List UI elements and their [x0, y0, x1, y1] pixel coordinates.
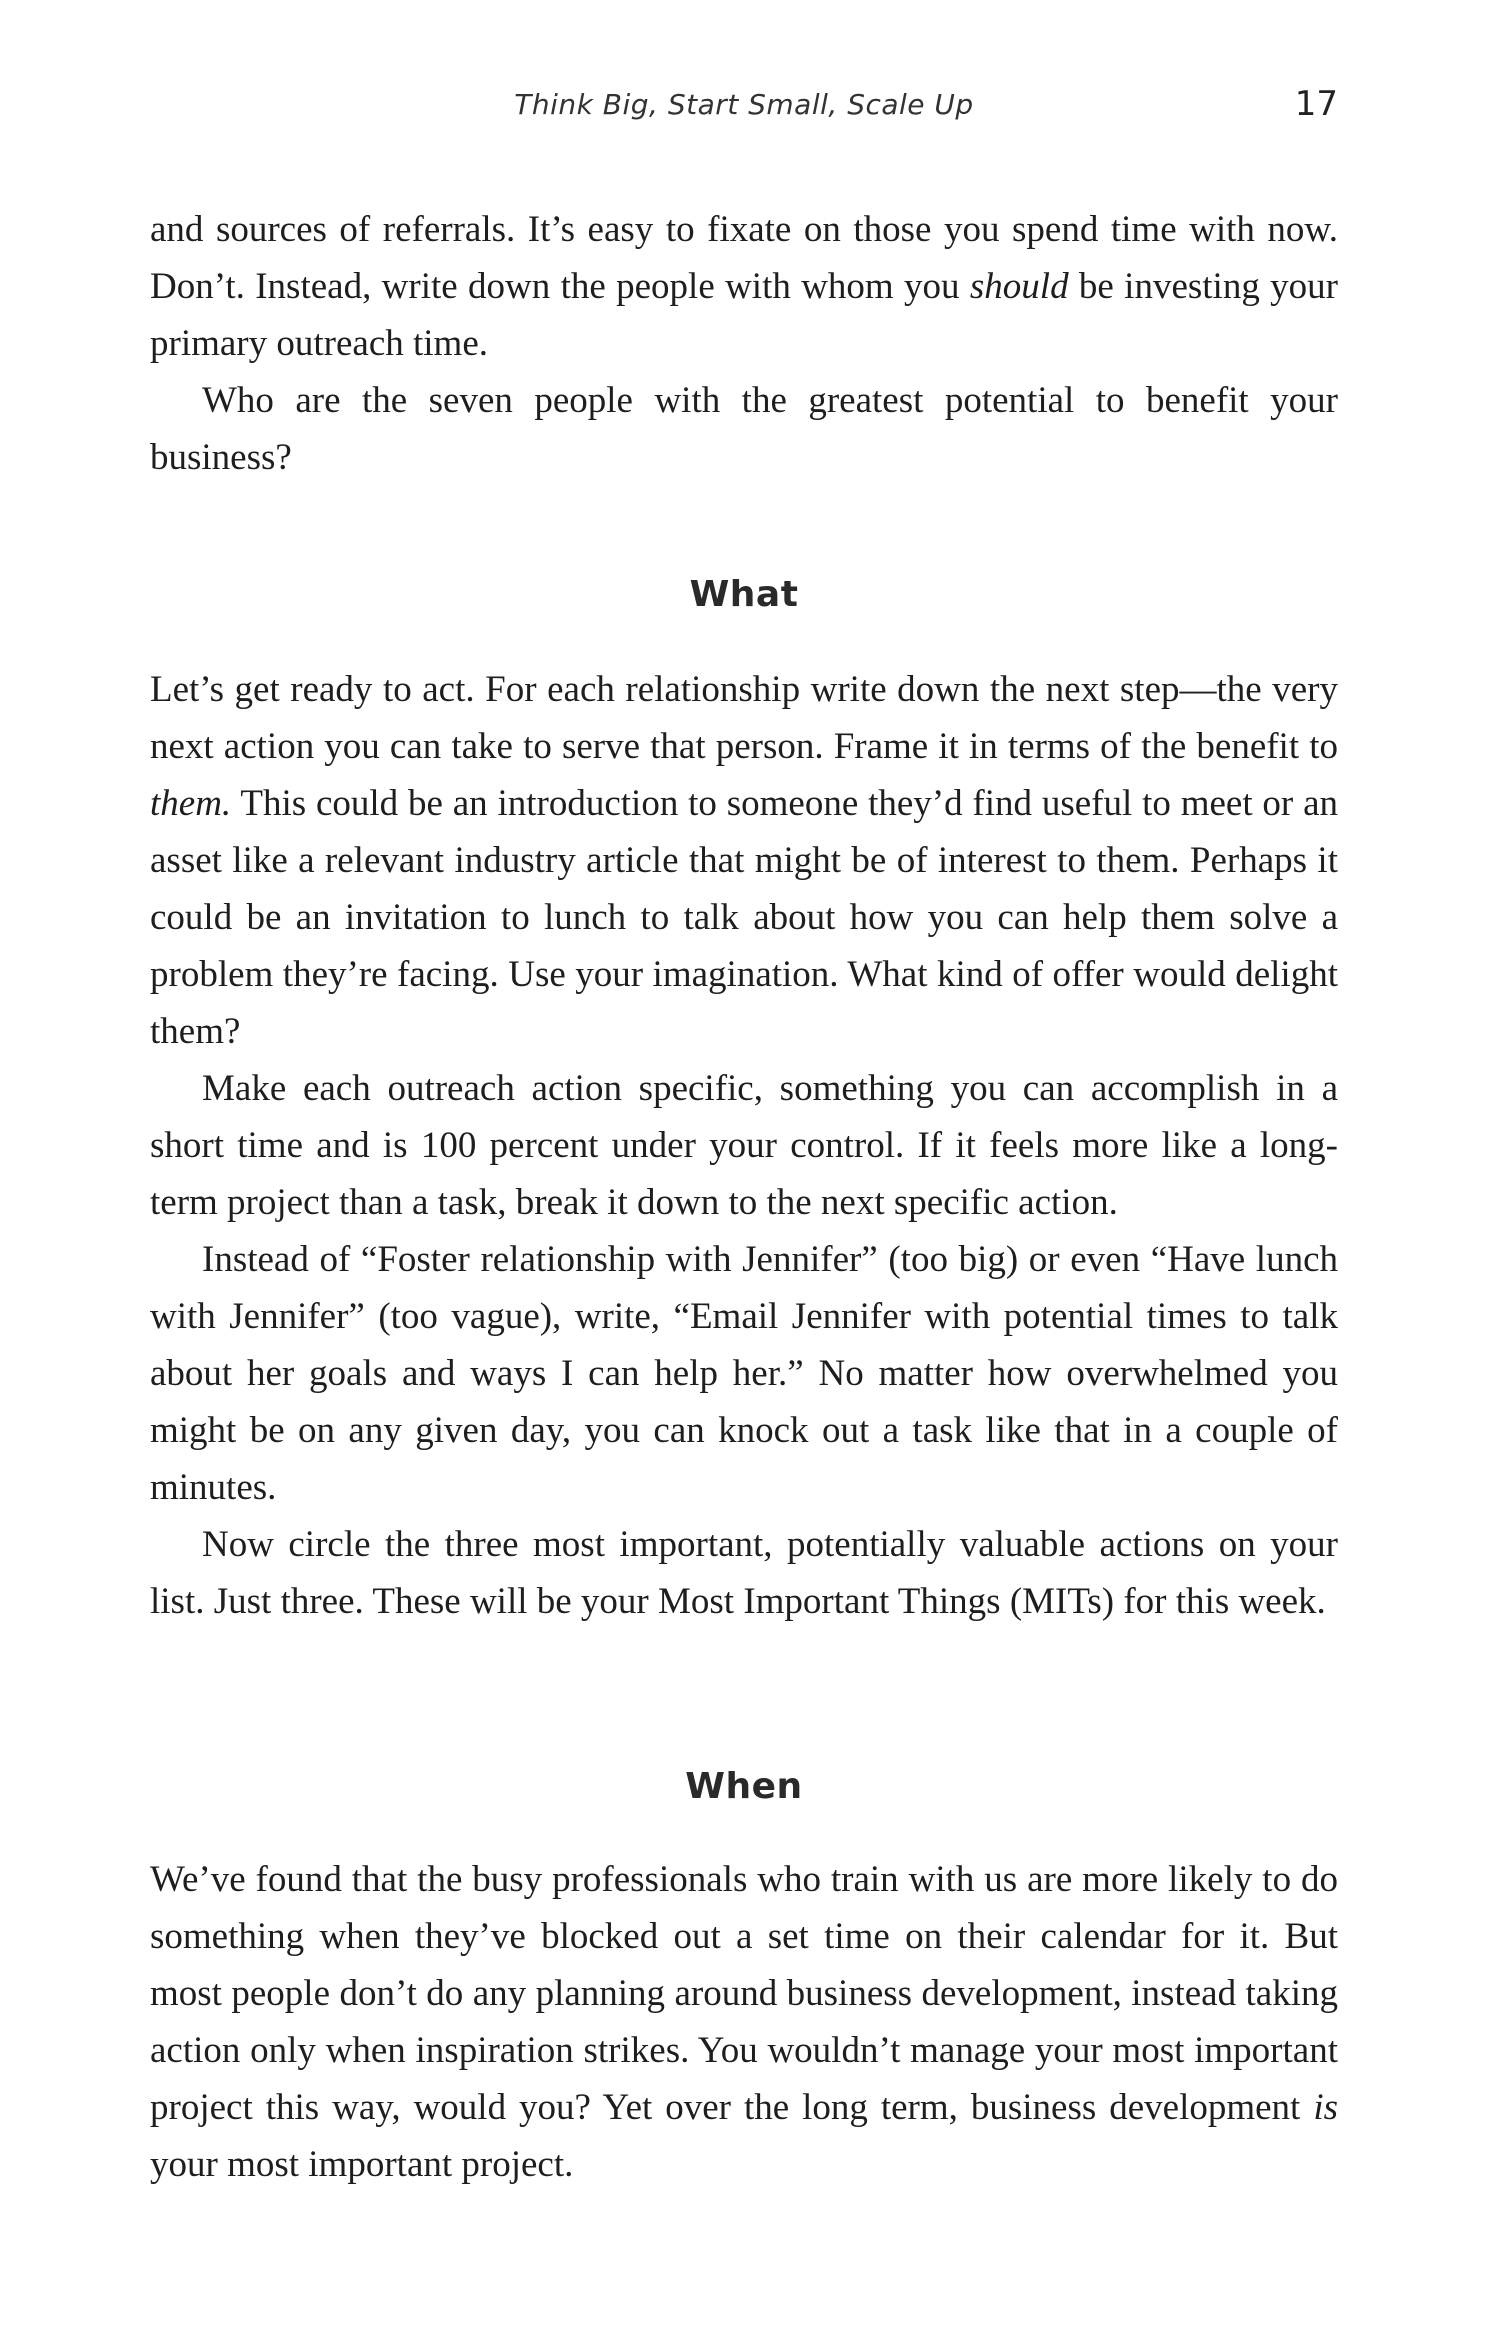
when-section-text: [150, 1851, 1338, 2193]
emphasis: should: [969, 266, 1069, 307]
paragraph: We’ve found that the busy professionals who train with us are more likely to do something when they’ve blocked out a set time on their calendar for it. But most people don’t do any planning around business development, instead taking action only when inspiration strikes. You wouldn’t manage your most important project this way, would you? Yet over the long term, business development is your most important project.: [150, 1859, 1338, 2185]
paragraph: Instead of “Foster relationship with Jennifer” (too big) or even “Have lunch with Jennifer” (too vague), write, “Email Jennifer with potential times to talk about her goals and ways I can help her.” No matter how overwhelmed you might be on any given day, you can knock out a task like that in a couple of minutes.: [150, 1239, 1338, 1508]
page-number: 17: [1294, 84, 1338, 124]
paragraph: Now circle the three most important, potentially valuable actions on your list. Just three. These will be your Most Important Things (MITs) for this week.: [150, 1524, 1338, 1622]
paragraph: Let’s get ready to act. For each relationship write down the next step—the very next action you can take to serve that person. Frame it in terms of the benefit to them. This could be an introduction to someone they’d find useful to meet or an asset like a relevant industry article that might be of interest to them. Perhaps it could be an invitation to lunch to talk about how you can help them solve a problem they’re facing. Use your imagination. What kind of offer would delight them?: [150, 669, 1338, 1052]
section-heading-when: When: [685, 1766, 803, 1807]
what-section-text: [150, 661, 1338, 1630]
emphasis: is: [1313, 2087, 1338, 2128]
intro-text: [150, 201, 1338, 486]
emphasis: them.: [150, 783, 232, 824]
paragraph: Make each outreach action specific, something you can accomplish in a short time and is 100 percent under your control. If it feels more like a long-term project than a task, break it down to the next specific action.: [150, 1068, 1338, 1223]
running-head: [150, 84, 1338, 132]
section-heading-what: What: [689, 574, 799, 615]
paragraph: Who are the seven people with the greatest potential to benefit your business?: [150, 380, 1338, 478]
paragraph: and sources of referrals. It’s easy to fixate on those you spend time with now. Don’t. Instead, write down the people with whom you should be investing your primary outreach time.: [150, 209, 1338, 364]
running-title: Think Big, Start Small, Scale Up: [514, 88, 974, 121]
